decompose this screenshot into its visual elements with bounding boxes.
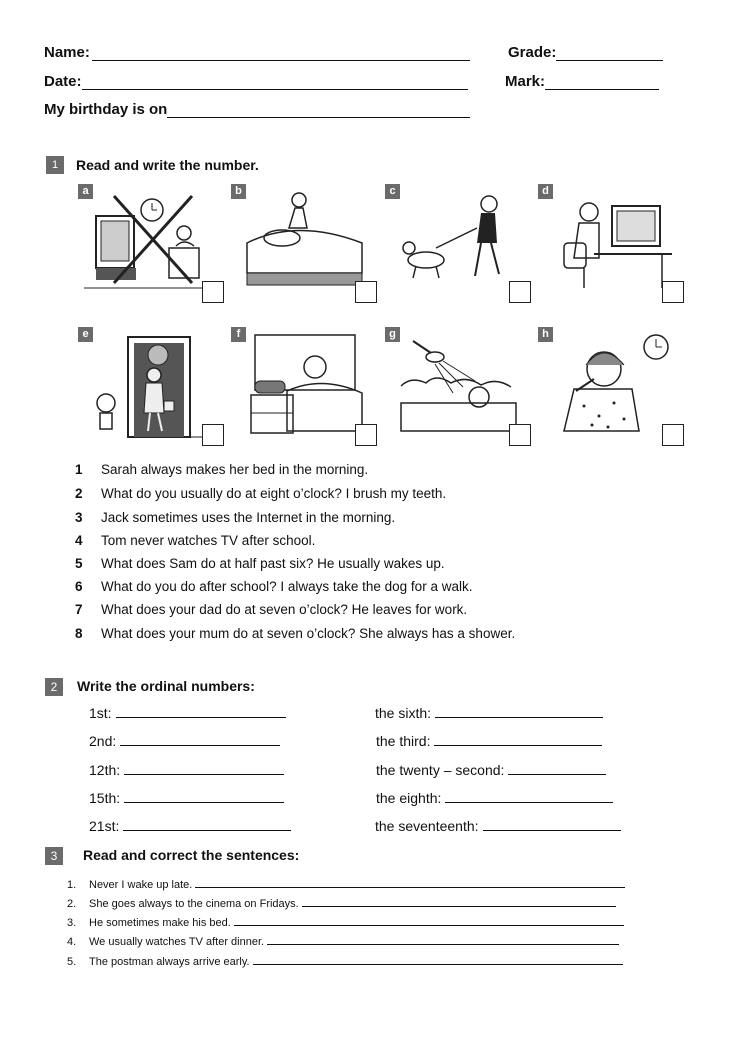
ordinal-left-4: 15th: (89, 790, 284, 806)
answer-line[interactable] (434, 733, 602, 746)
picture-letter: b (231, 184, 246, 199)
waking-up-icon (237, 331, 367, 441)
ordinal-right-3: the twenty – second: (376, 762, 606, 778)
picture-letter: g (385, 327, 400, 342)
shower-icon (391, 331, 521, 441)
birthday-label: My birthday is on (44, 101, 168, 118)
picture-f (231, 327, 371, 442)
sentence-7: 7 What does your dad do at seven o’clock? He leaves for work. (75, 602, 468, 617)
date-field[interactable] (82, 89, 468, 90)
leaving-for-work-icon (84, 331, 214, 441)
computer-icon (544, 188, 674, 298)
picture-c (385, 184, 525, 299)
answer-line[interactable] (234, 915, 624, 926)
sentence-8: 8 What does your mum do at seven o’clock? She always has a shower. (75, 626, 516, 641)
mark-field[interactable] (545, 89, 659, 90)
picture-e (78, 327, 218, 442)
answer-box-d[interactable] (662, 281, 684, 303)
section-2-number: 2 (45, 678, 63, 696)
picture-g (385, 327, 525, 442)
picture-d (538, 184, 678, 299)
sentence-1: 1 Sarah always makes her bed in the morning. (75, 462, 369, 477)
sentence-4: 4 Tom never watches TV after school. (75, 533, 316, 548)
sentence-5: 5 What does Sam do at half past six? He usually wakes up. (75, 556, 445, 571)
tv-crossed-out-icon (84, 188, 214, 298)
picture-letter: c (385, 184, 400, 199)
mark-label: Mark: (505, 73, 546, 90)
answer-line[interactable] (195, 877, 625, 888)
name-label: Name: (44, 44, 90, 61)
answer-line[interactable] (445, 790, 613, 803)
section-1-title: Read and write the number. (76, 157, 259, 173)
ordinal-left-1: 1st: (89, 705, 286, 721)
sentence-2: 2 What do you usually do at eight o’clock? I brush my teeth. (75, 486, 447, 501)
answer-box-f[interactable] (355, 424, 377, 446)
answer-box-g[interactable] (509, 424, 531, 446)
correction-item-1: 1. Never I wake up late. (67, 877, 625, 891)
picture-b (231, 184, 371, 299)
section-3-title: Read and correct the sentences: (83, 847, 300, 863)
answer-line[interactable] (124, 790, 284, 803)
answer-box-b[interactable] (355, 281, 377, 303)
answer-line[interactable] (123, 818, 291, 831)
answer-line[interactable] (267, 934, 619, 945)
answer-line[interactable] (124, 762, 284, 775)
date-label: Date: (44, 73, 82, 90)
grade-label: Grade: (508, 44, 557, 61)
birthday-field[interactable] (167, 117, 470, 118)
correction-item-3: 3. He sometimes make his bed. (67, 915, 624, 929)
answer-line[interactable] (120, 733, 280, 746)
correction-item-2: 2. She goes always to the cinema on Fridays. (67, 896, 616, 910)
answer-box-a[interactable] (202, 281, 224, 303)
name-field[interactable] (92, 60, 470, 61)
answer-box-e[interactable] (202, 424, 224, 446)
walking-dog-icon (391, 188, 521, 298)
ordinal-left-5: 21st: (89, 818, 291, 834)
ordinal-right-4: the eighth: (376, 790, 613, 806)
correction-item-4: 4. We usually watches TV after dinner. (67, 934, 619, 948)
sentence-3: 3 Jack sometimes uses the Internet in the morning. (75, 510, 396, 525)
sentence-6: 6 What do you do after school? I always take the dog for a walk. (75, 579, 473, 594)
brushing-teeth-icon (544, 331, 674, 441)
section-3-number: 3 (45, 847, 63, 865)
answer-line[interactable] (116, 705, 286, 718)
ordinal-right-1: the sixth: (375, 705, 603, 721)
answer-line[interactable] (302, 896, 616, 907)
ordinal-right-5: the seventeenth: (375, 818, 621, 834)
picture-letter: a (78, 184, 93, 199)
picture-letter: h (538, 327, 553, 342)
answer-box-c[interactable] (509, 281, 531, 303)
section-2-title: Write the ordinal numbers: (77, 678, 255, 694)
answer-line[interactable] (253, 954, 623, 965)
ordinal-right-2: the third: (376, 733, 602, 749)
correction-item-5: 5. The postman always arrive early. (67, 954, 623, 968)
answer-line[interactable] (508, 762, 606, 775)
ordinal-left-3: 12th: (89, 762, 284, 778)
picture-letter: f (231, 327, 246, 342)
picture-h (538, 327, 678, 442)
picture-a (78, 184, 218, 299)
answer-line[interactable] (483, 818, 621, 831)
ordinal-left-2: 2nd: (89, 733, 280, 749)
section-1-number: 1 (46, 156, 64, 174)
grade-field[interactable] (556, 60, 663, 61)
picture-letter: e (78, 327, 93, 342)
picture-letter: d (538, 184, 553, 199)
making-bed-icon (237, 188, 367, 298)
answer-box-h[interactable] (662, 424, 684, 446)
answer-line[interactable] (435, 705, 603, 718)
